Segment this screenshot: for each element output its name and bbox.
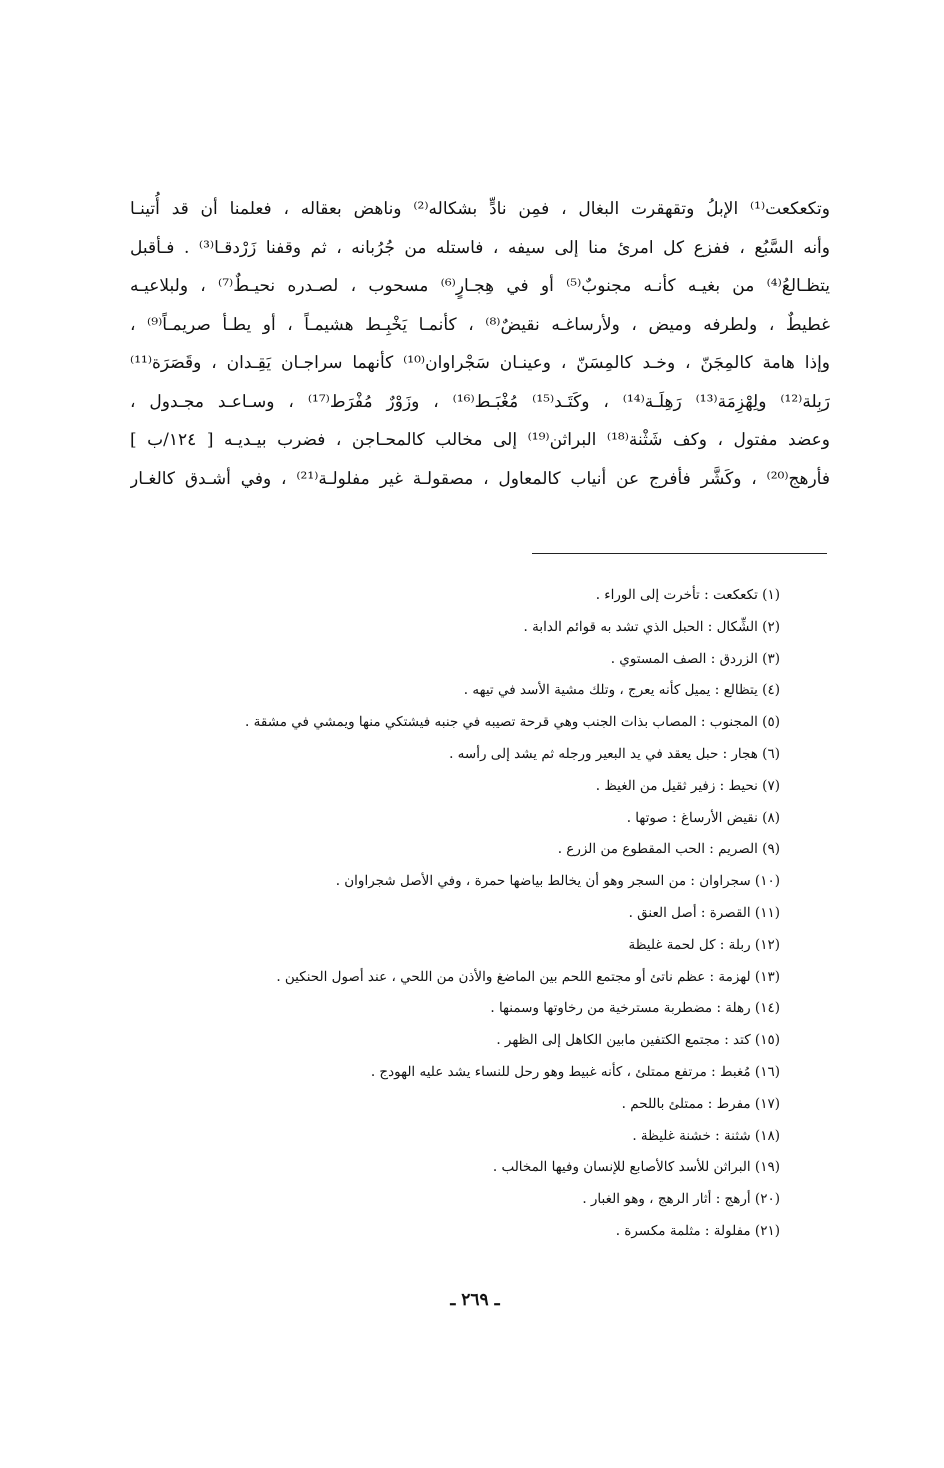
footnotes-list [120,580,780,1248]
footnote-item: (١٠) سجراوان : من السجر وهو أن يخالط بياضها حمرة ، وفي الأصل شجراوان . [335,873,780,890]
main-text-body [130,190,830,498]
footnote-item: (٧) نحيط : زفير ثقيل من الغيظ . [595,777,780,794]
footnote-item: (١٥) كتد : مجتمع الكتفين مابين الكاهل إلى الظهر . [496,1032,780,1049]
text-line: وعضد مفتول ، وكف شَثْنة⁽¹⁸⁾ البراثن⁽¹⁹⁾ إلى مخالب كالمحـاجن ، فضرب بيـديـه [ ١٢٤/ب ] [130,430,830,450]
footnote-item: (١) تكعكعت : تأخرت إلى الوراء . [595,587,780,603]
footnote-item: (٢٠) أرهج : أثار الرهج ، وهو الغبار . [582,1191,780,1208]
footnote-item: (٢) الشِّكال : الحبل الذي تشد به قوائم الدابة . [523,618,780,635]
footnote-item: (٥) المجنوب : المصاب بذات الجنب وهي قرحة تصيبه في جنبه فيشتكي منها ويمشي في مشقة . [245,714,780,731]
footnote-item: (١٧) مفرط : ممتلئ باللحم . [621,1095,780,1112]
page-number: ـ ٢٦٩ ـ [450,1290,500,1310]
footnote-item: (٦) هجار : حبل يعقد في يد البعير ورجله ثم يشد إلى رأسه . [449,745,780,762]
footnote-item: (١٦) مُغبط : مرتفع ممتلئ ، كأنه غبيط وهو رحل للنساء يشد عليه الهودج . [370,1063,780,1080]
text-line: غطيطٌ ، ولطرفه وميض ، ولأرساغـه نقيضٌ⁽⁸⁾ ، كأنمـا يَخْبِـط هشيمـاً ، أو يطـأ صريمـاً⁽⁹⁾ ، [130,314,830,335]
text-line: وإذا هامة كالمِجَنّ ، وخـد كالمِسَنّ ، وعينـان سَجْراوان⁽¹⁰⁾ كأنهما سراجـان يَقِـدان ، وقَصَرَة⁽¹¹⁾ [130,353,830,373]
footnote-item: (١١) القصرة : أصل العنق . [628,904,780,921]
footnote-item: (٢١) مفلولة : مثلمة مكسرة . [615,1222,780,1239]
footnote-separator [532,553,827,554]
text-line: وأنه السَّبُع ، ففزع كل امرئ منا إلى سيفه ، فاستله من جُرُبانه ، ثم وقفنا زَرْدقـا⁽³⁾ . فـأقبل [130,237,830,258]
text-line: وتكعكعت⁽¹⁾ الإبلُ وتقهقرت البغال ، فمِن نادٍّ بشكاله⁽²⁾ وناهض بعقاله ، فعلمنا أن قد أُتينـا [130,199,830,219]
footnote-item: (٩) الصريم : الحب المقطوع من الزرع . [557,841,780,858]
text-line: رَبِلة⁽¹²⁾ ولِهْزِمَة⁽¹³⁾ رَهِلَـة⁽¹⁴⁾ ، وكَتَـد⁽¹⁵⁾ مُغْبَـط⁽¹⁶⁾ ، وزَوْرٌ مُفْرَط⁽¹⁷⁾ ، وسـاعـد مجـدول ، [130,391,830,412]
footnote-item: (٤) يتظالع : يميل كأنه يعرج ، وتلك مشية الأسد في تيهه . [463,682,780,699]
footnote-item: (١٣) لهزمة : عظم ناتئ أو مجتمع اللحم بين الماضغ والأذن من اللحي ، عند أصول الحنكين . [276,968,780,985]
text-line: فأرهج⁽²⁰⁾ ، وكَشَّر فأفرج عن أنياب كالمعاول ، مصقولـة غير مفلولـة⁽²¹⁾ ، وفي أشـدق كالغـار [130,468,830,489]
footnote-item: (٨) نقيض الأرساغ : صوتها . [626,809,780,826]
footnote-item: (١٨) شثنة : خشنة غليظة . [632,1127,780,1144]
footnote-item: (١٩) البراثن للأسد كالأصابع للإنسان وفيها المخالب . [492,1159,780,1176]
footnote-item: (١٤) رهلة : مضطربة مسترخية من رخاوتها وسمنها . [490,1000,780,1017]
text-line: يتظـالعُ⁽⁴⁾ من بغيـه كأنـه مجنوبٌ⁽⁵⁾ أو في هِجـارٍ⁽⁶⁾ مسحوب ، لصـدره نحيـطٌ⁽⁷⁾ ، ولبلاعيـه [130,276,830,296]
footnote-item: (٣) الزردق : الصف المستوي . [610,650,780,667]
footnote-item: (١٢) ربلة : كل لحمة غليظة [628,936,780,953]
